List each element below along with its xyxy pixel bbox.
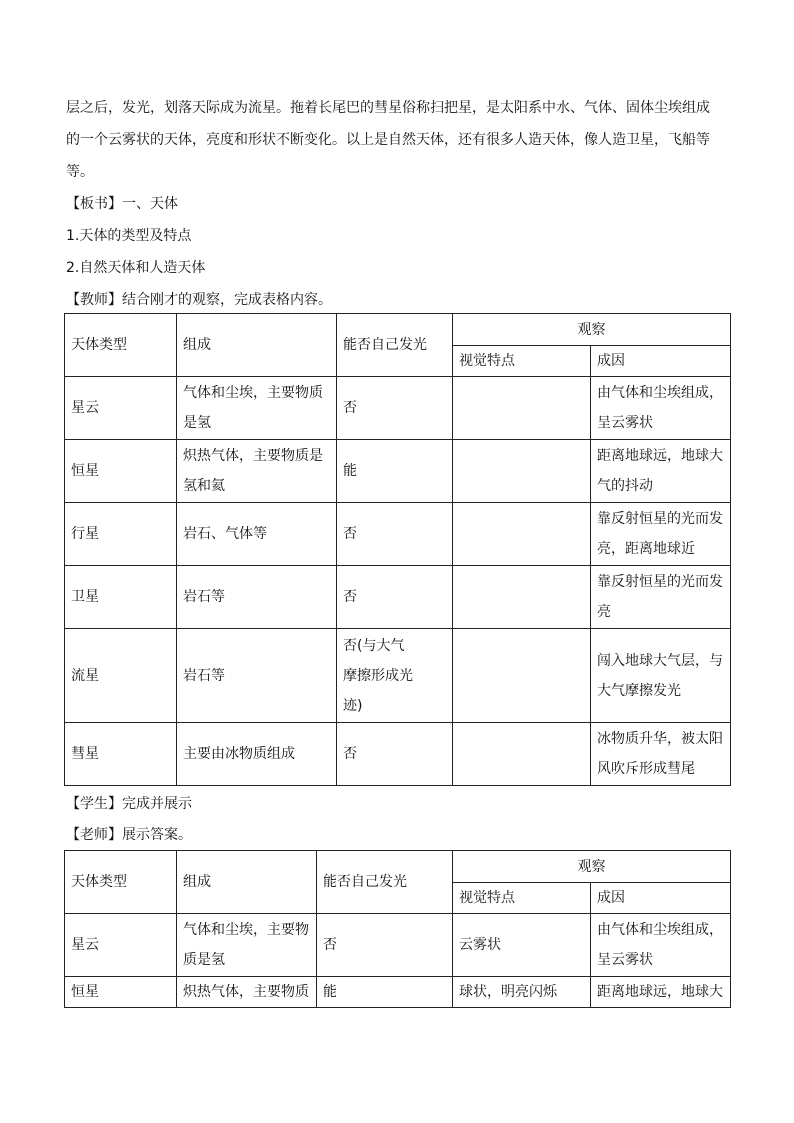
table-row bbox=[65, 914, 731, 977]
cell-visual bbox=[453, 566, 591, 629]
cell-cause: 距离地球远，地球大 bbox=[591, 977, 731, 1008]
celestial-table-1 bbox=[64, 313, 731, 786]
table-row bbox=[65, 629, 731, 723]
student-line: 【学生】完成并展示 bbox=[66, 796, 192, 812]
header-type: 天体类型 bbox=[65, 851, 177, 914]
cell-composition: 岩石等 bbox=[183, 589, 225, 605]
cell-cause: 由气体和尘埃组成，呈云雾状 bbox=[597, 922, 723, 968]
cell-type: 流星 bbox=[65, 629, 177, 723]
board-heading: 【板书】一、天体 bbox=[66, 196, 178, 212]
cell-visual bbox=[453, 440, 591, 503]
paragraph-line-1: 层之后，发光，划落天际成为流星。拖着长尾巴的彗星俗称扫把星，是太阳系中水、气体、固体尘埃组成 bbox=[66, 100, 710, 116]
teacher-instruction: 【教师】结合刚才的观察，完成表格内容。 bbox=[66, 292, 332, 308]
cell-composition: 岩石等 bbox=[183, 667, 225, 684]
cell-cause: 靠反射恒星的光而发亮 bbox=[597, 574, 723, 620]
cell-luminous: 否 bbox=[337, 566, 453, 629]
table-row bbox=[65, 440, 731, 503]
header-visual: 视觉特点 bbox=[453, 883, 591, 914]
table-row bbox=[65, 977, 731, 1008]
cell-composition: 岩石、气体等 bbox=[183, 526, 267, 542]
cell-visual bbox=[453, 377, 591, 440]
header-composition: 组成 bbox=[177, 851, 317, 914]
cell-luminous: 否 bbox=[337, 503, 453, 566]
header-composition: 组成 bbox=[177, 314, 337, 377]
cell-type: 恒星 bbox=[65, 977, 177, 1008]
cell-visual bbox=[453, 723, 591, 786]
board-item-1: 1.天体的类型及特点 bbox=[66, 228, 192, 244]
cell-type: 恒星 bbox=[65, 440, 177, 503]
table-row bbox=[65, 503, 731, 566]
cell-visual bbox=[453, 503, 591, 566]
cell-luminous: 否 bbox=[337, 377, 453, 440]
header-type: 天体类型 bbox=[65, 314, 177, 377]
celestial-table-2 bbox=[64, 850, 731, 1008]
cell-composition: 气体和尘埃，主要物质是氢 bbox=[183, 385, 323, 431]
teacher-answer-line: 【老师】展示答案。 bbox=[66, 827, 192, 843]
cell-cause: 闯入地球大气层，与大气摩擦发光 bbox=[597, 652, 723, 699]
cell-type: 彗星 bbox=[65, 723, 177, 786]
paragraph-line-2: 的一个云雾状的天体，亮度和形状不断变化。以上是自然天体，还有很多人造天体，像人造卫星，飞船等 bbox=[66, 132, 710, 148]
cell-cause: 靠反射恒星的光而发亮，距离地球近 bbox=[597, 511, 723, 557]
table-row bbox=[65, 723, 731, 786]
cell-cause: 由气体和尘埃组成，呈云雾状 bbox=[597, 385, 723, 431]
header-observe: 观察 bbox=[453, 314, 731, 346]
cell-type: 星云 bbox=[65, 377, 177, 440]
cell-luminous: 否 bbox=[317, 914, 453, 977]
header-luminous: 能否自己发光 bbox=[337, 314, 453, 377]
cell-cause: 距离地球远，地球大气的抖动 bbox=[597, 448, 723, 494]
cell-visual bbox=[453, 629, 591, 723]
cell-luminous: 能 bbox=[317, 977, 453, 1008]
cell-composition: 炽热气体，主要物质是氢和氦 bbox=[183, 448, 323, 494]
table-row bbox=[65, 377, 731, 440]
header-cause: 成因 bbox=[591, 883, 731, 914]
cell-visual: 云雾状 bbox=[453, 914, 591, 977]
table-row bbox=[65, 566, 731, 629]
header-cause: 成因 bbox=[591, 346, 731, 377]
cell-composition: 主要由冰物质组成 bbox=[183, 746, 295, 762]
cell-type: 卫星 bbox=[65, 566, 177, 629]
cell-visual: 球状，明亮闪烁 bbox=[453, 977, 591, 1008]
cell-luminous: 能 bbox=[337, 440, 453, 503]
board-item-2: 2.自然天体和人造天体 bbox=[66, 260, 206, 276]
cell-type: 行星 bbox=[65, 503, 177, 566]
header-observe: 观察 bbox=[453, 851, 731, 883]
cell-luminous: 否 bbox=[337, 723, 453, 786]
header-visual: 视觉特点 bbox=[453, 346, 591, 377]
cell-cause: 冰物质升华，被太阳风吹斥形成彗尾 bbox=[597, 731, 723, 777]
cell-luminous: 否(与大气摩擦形成光迹) bbox=[343, 637, 413, 714]
cell-type: 星云 bbox=[65, 914, 177, 977]
cell-composition: 气体和尘埃，主要物质是氢 bbox=[183, 922, 309, 968]
header-luminous: 能否自己发光 bbox=[317, 851, 453, 914]
cell-composition: 炽热气体，主要物质 bbox=[177, 977, 317, 1008]
paragraph-line-3: 等。 bbox=[66, 164, 94, 180]
